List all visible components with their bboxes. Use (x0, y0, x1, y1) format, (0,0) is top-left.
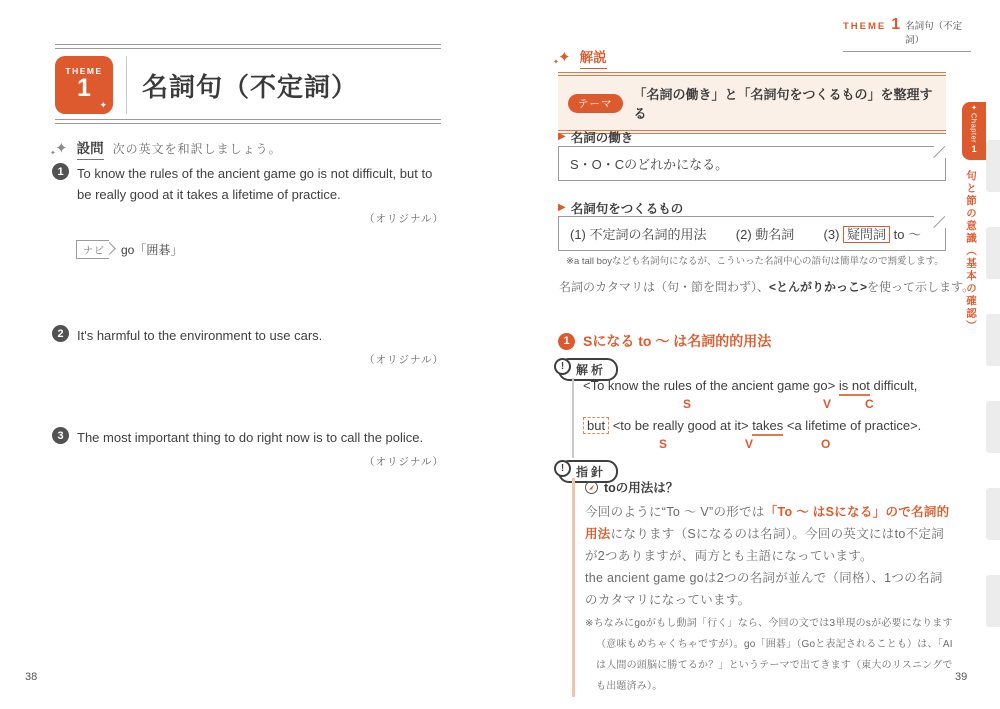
triangle-icon: ▶ (558, 201, 566, 213)
guideline-paragraph: 今回のように“To ～ V”の形では「To ～ はSになる」ので名詞的用法になります（Sになるのは名詞）。今回の英文にはto不定詞が2つありますが、両方とも主語になっています。 (585, 505, 950, 563)
guideline-paragraph: the ancient game goは2つの名詞が並んで（同格）、1つの名詞のカタマリになっています。 (585, 571, 943, 607)
noun-maker-item: (2) 動名詞 (735, 227, 795, 242)
marker-S: S (659, 437, 668, 451)
guideline-footnote: ※ちなみにgoがもし動詞「行く」なら、今回の文では3単現のsが必要になります（意味もめちゃくちゃですが）。go「囲碁」（Goと表記されることも）は、「AIは人間の頭脳に勝てるか？」というテーマで出てきます（東大のリスニングでも出題済み）。 (585, 618, 953, 692)
explanation-section-header (558, 46, 607, 69)
theme-label: THEME (65, 66, 103, 76)
question-source: （オリジナル） (364, 213, 444, 225)
magnifier-icon: ! (554, 460, 571, 477)
sparkle-icon: ✦ ✦ (558, 50, 571, 65)
question-source: （オリジナル） (364, 354, 444, 366)
page-title: 名詞句（不定詞） (142, 71, 359, 102)
setsumon-label: 設問 (77, 137, 104, 160)
chapter-tab-inactive[interactable] (986, 314, 1000, 366)
question-source: （オリジナル） (364, 456, 444, 468)
chapter-tab-inactive[interactable] (986, 575, 1000, 627)
running-theme-label: THEME (843, 21, 887, 32)
section-title: Sになる to ～ は名詞的的用法 (583, 333, 772, 349)
navi-text: go「囲碁」 (121, 243, 183, 257)
page-number-right: 39 (955, 671, 968, 683)
navi-hint (76, 240, 182, 259)
verb-underline: takes (752, 418, 783, 436)
sentence-analysis (572, 378, 952, 458)
noun-function-text: S・O・Cのどれかになる。 (570, 157, 729, 172)
marker-V: V (745, 437, 754, 451)
sparkle-icon: ✦ ✦ (55, 141, 68, 156)
analysis-line-2: but <to be really good at it> takes <a lifetime of practice>. S V O (583, 418, 952, 458)
conjunction-box: but (583, 417, 609, 434)
chapter-title-vertical: 句と節の意識（基本の確認） (965, 170, 977, 333)
magnifier-icon: ! (554, 358, 571, 375)
theme-number: 1 (77, 74, 91, 102)
running-header (843, 16, 971, 52)
guideline-block (572, 478, 954, 697)
theme-number-box (55, 56, 113, 114)
running-theme-number: 1 (891, 16, 901, 33)
running-theme-title: 名詞句（不定詞） (905, 21, 963, 46)
question-number-badge: 2 (52, 325, 69, 342)
footnote: ※a tall boyなども名詞句になるが、こういった名詞中心の語句は簡単なので割愛します。 (566, 256, 944, 267)
theme-banner-text: 「名詞の働き」と「名詞句をつくるもの」を整理する (633, 87, 933, 121)
marker-V: V (823, 397, 832, 411)
noun-maker-item: (1) 不定詞の名詞的用法 (570, 227, 707, 242)
triangle-icon: ▶ (558, 130, 566, 142)
marker-S: S (683, 397, 692, 411)
chapter-tab-inactive[interactable] (986, 140, 1000, 192)
question-text: The most important thing to do right now is to call the police. (77, 430, 424, 445)
bracket-convention-note: 名詞のカタマリは（句・節を問わず）、<とんがりかっこ>を使って示します。 (559, 280, 975, 294)
marker-O: O (821, 437, 831, 451)
theme-badge: テーマ (568, 94, 623, 113)
sparkle-icon: ✦ (971, 105, 977, 112)
dogear-corner (934, 216, 946, 228)
kaisetsu-label: 解説 (580, 46, 607, 69)
marker-C: C (865, 397, 874, 411)
question-number-badge: 3 (52, 427, 69, 444)
dogear-corner (934, 146, 946, 158)
keyword-box: 疑問詞 (843, 226, 890, 243)
guideline-question: toの用法は？ (604, 481, 679, 495)
chapter-tab-label: Chapter (969, 113, 979, 144)
theme-banner (558, 72, 946, 134)
highlight-text: 「To ～ はSになる」ので名詞的用法 (585, 505, 950, 541)
chapter-tab-inactive[interactable] (986, 227, 1000, 279)
header-divider (126, 56, 127, 114)
noun-makers-box (558, 216, 946, 251)
page-number-left: 38 (25, 671, 38, 683)
double-rule-bottom (55, 119, 441, 124)
chapter-tab-inactive[interactable] (986, 401, 1000, 453)
left-page-header (55, 44, 441, 124)
noun-function-heading: ▶ 名詞の働き (558, 130, 634, 145)
chapter-tab-active[interactable] (962, 102, 986, 160)
verb-underline: is not (839, 378, 870, 396)
setsumon-instruction: 次の英文を和訳しましょう。 (112, 142, 282, 156)
analysis-line-1: <To know the rules of the ancient game go> is not difficult, S V C (583, 378, 918, 411)
shishin-label: ! 指針 (558, 460, 618, 483)
question-item (52, 427, 444, 469)
compass-icon (585, 481, 598, 494)
question-text: To know the rules of the ancient game go is not difficult, but to be really good at it takes a lifetime of practice. (77, 166, 433, 202)
noun-maker-item: (3) 疑問詞 to ～ (823, 227, 922, 242)
kaiseki-label: ! 解析 (558, 358, 618, 381)
chapter-tab-inactive[interactable] (986, 488, 1000, 540)
section-1-heading (558, 331, 771, 351)
question-item (52, 325, 444, 367)
navi-tag: ナビ (76, 240, 109, 259)
section-number-badge: 1 (558, 333, 575, 350)
chapter-tab-number: 1 (971, 144, 977, 155)
question-text: It's harmful to the environment to use cars. (77, 328, 323, 343)
sparkle-icon: ✦ (99, 100, 107, 110)
noun-makers-heading: ▶ 名詞句をつくるもの (558, 201, 684, 216)
noun-function-box (558, 146, 946, 181)
question-item (52, 163, 444, 226)
question-section-header (55, 137, 282, 160)
question-number-badge: 1 (52, 163, 69, 180)
